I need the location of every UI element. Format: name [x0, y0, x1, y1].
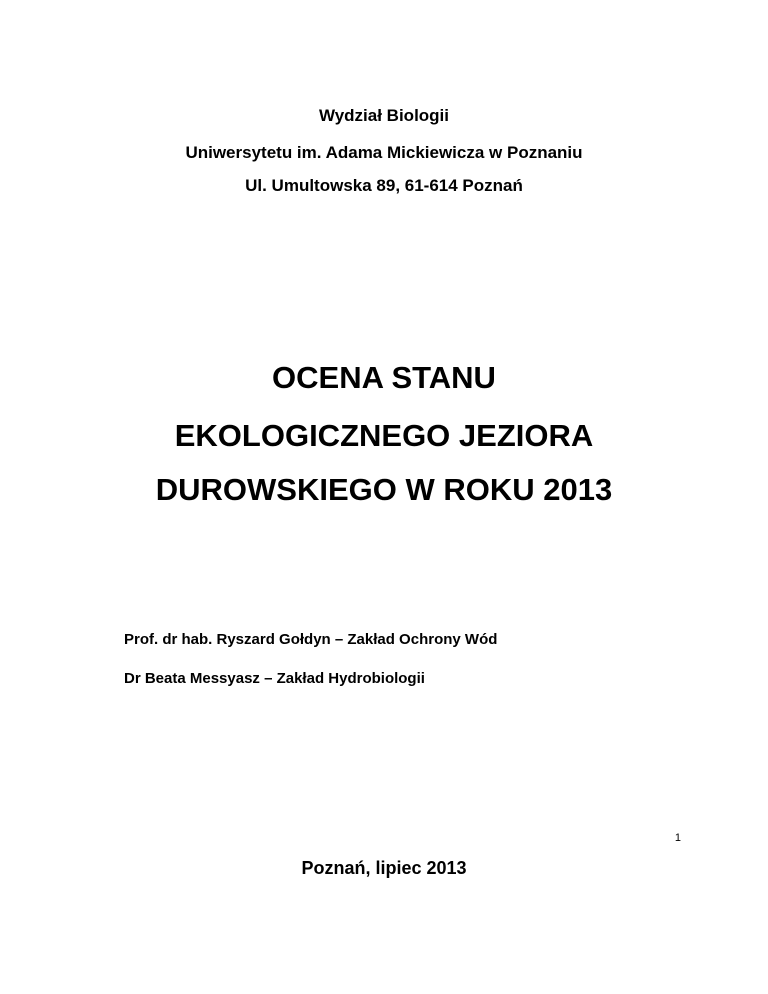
author-1: Prof. dr hab. Ryszard Gołdyn – Zakład Ochrony Wód	[124, 631, 498, 648]
author-2: Dr Beata Messyasz – Zakład Hydrobiologii	[124, 670, 425, 687]
university-name: Uniwersytetu im. Adama Mickiewicza w Poznaniu	[185, 143, 583, 162]
institution-address: Ul. Umultowska 89, 61-614 Poznań	[245, 176, 523, 195]
institution-name: Wydział Biologii	[318, 106, 450, 125]
report-title-line-2: EKOLOGICZNEGO JEZIORA	[174, 418, 594, 453]
page-number: 1	[674, 832, 681, 844]
report-title-line-3: DUROWSKIEGO W ROKU 2013	[155, 472, 613, 507]
place-and-date: Poznań, lipiec 2013	[301, 858, 467, 878]
report-title-line-1: OCENA STANU	[272, 360, 496, 395]
